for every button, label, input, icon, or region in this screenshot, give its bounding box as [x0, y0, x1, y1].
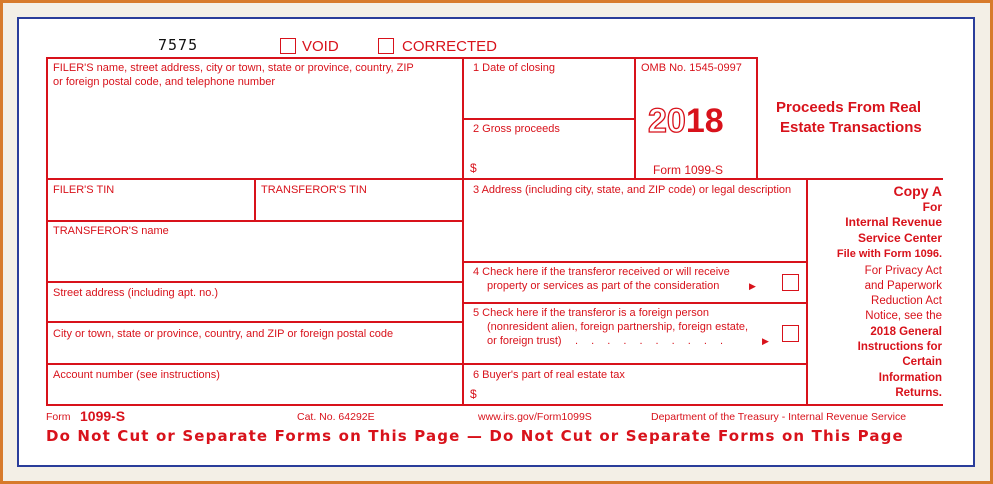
tax-year-prefix: 20: [648, 102, 686, 140]
filer-name-label-2: or foreign postal code, and telephone number: [53, 76, 275, 88]
general-line2: Instructions for: [857, 341, 942, 353]
box4-label-2: property or services as part of the consideration: [487, 280, 720, 292]
grid-line-box3: [463, 261, 807, 263]
tax-year-suffix: 18: [685, 102, 724, 140]
box2-label: 2 Gross proceeds: [473, 123, 560, 135]
corrected-label: CORRECTED: [402, 38, 498, 55]
footer-cat-no: Cat. No. 64292E: [297, 411, 375, 423]
general-line3: Certain: [902, 356, 942, 368]
grid-line-right: [806, 178, 808, 405]
box4-arrow-icon: ▶: [749, 281, 756, 291]
grid-line-street: [46, 321, 463, 323]
general-line1: 2018 General: [870, 326, 942, 338]
box3-label: 3 Address (including city, state, and ZIP code) or legal description: [473, 184, 792, 196]
box4-checkbox[interactable]: [782, 274, 799, 291]
irs-line2: Service Center: [857, 231, 942, 245]
privacy-line2: and Paperwork: [864, 280, 942, 292]
omb-number: OMB No. 1545-0997: [641, 62, 742, 74]
irs-line1: Internal Revenue: [845, 215, 942, 229]
footer-department: Department of the Treasury - Internal Revenue Service: [651, 411, 907, 423]
form-title-line1: Proceeds From Real: [776, 99, 922, 116]
copy-for: For: [922, 200, 942, 214]
privacy-line3: Reduction Act: [871, 295, 942, 307]
box6-dollar: $: [470, 387, 477, 401]
filer-tin-label: FILER'S TIN: [53, 184, 115, 196]
grid-line-left: [46, 57, 48, 405]
street-address-label: Street address (including apt. no.): [53, 287, 219, 299]
privacy-line1: For Privacy Act: [864, 265, 942, 277]
grid-line-box1: [463, 118, 635, 120]
box1-label: 1 Date of closing: [473, 62, 555, 74]
grid-line-tin-bottom: [46, 220, 463, 222]
box5-label: 5 Check here if the transferor is a foreign person: [473, 307, 710, 319]
box5-arrow-icon: ▶: [762, 336, 769, 346]
transferor-tin-label: TRANSFEROR'S TIN: [261, 184, 367, 196]
form-title-line2: Estate Transactions: [780, 119, 922, 136]
grid-line-tin: [254, 179, 256, 220]
copy-a: Copy A: [893, 183, 942, 199]
general-line5: Returns.: [895, 387, 942, 399]
general-line4: Information: [878, 372, 942, 384]
grid-line-bottom: [46, 404, 943, 406]
transferor-name-label: TRANSFEROR'S name: [53, 225, 169, 237]
box2-dollar: $: [470, 161, 477, 175]
footer-form-number: 1099-S: [80, 408, 126, 424]
void-label: VOID: [302, 38, 339, 55]
grid-line-name: [46, 281, 463, 283]
grid-line-omb-right: [756, 57, 758, 179]
box5-label-3: or foreign trust): [487, 335, 562, 347]
box4-label: 4 Check here if the transferor received or will receive: [473, 266, 730, 278]
grid-line-box4: [463, 302, 807, 304]
footer-website[interactable]: www.irs.gov/Form1099S: [478, 411, 592, 423]
account-number-label: Account number (see instructions): [53, 369, 220, 381]
tax-year: [648, 103, 724, 139]
city-label: City or town, state or province, country, and ZIP or foreign postal code: [53, 328, 394, 340]
form-label: Form 1099-S: [653, 163, 724, 177]
footer-form-word: Form: [46, 411, 71, 423]
privacy-line4: Notice, see the: [865, 310, 942, 322]
file-with: File with Form 1096.: [836, 248, 942, 260]
filer-name-label: FILER'S name, street address, city or town, state or province, country, ZIP: [53, 62, 414, 74]
box5-dots: . . . . . . . . . .: [575, 335, 729, 347]
corrected-checkbox[interactable]: [378, 38, 394, 54]
grid-line-top: [46, 57, 757, 59]
grid-line-row2: [46, 178, 943, 180]
do-not-cut-banner: Do Not Cut or Separate Forms on This Page — Do Not Cut or Separate Forms on This Page: [46, 427, 904, 445]
form-code: 7575: [158, 36, 199, 54]
grid-line-city: [46, 363, 807, 365]
box6-label: 6 Buyer's part of real estate tax: [473, 369, 625, 381]
box5-label-2: (nonresident alien, foreign partnership, foreign estate,: [487, 321, 749, 333]
void-checkbox[interactable]: [280, 38, 296, 54]
box5-checkbox[interactable]: [782, 325, 799, 342]
grid-line-mid: [462, 57, 464, 405]
